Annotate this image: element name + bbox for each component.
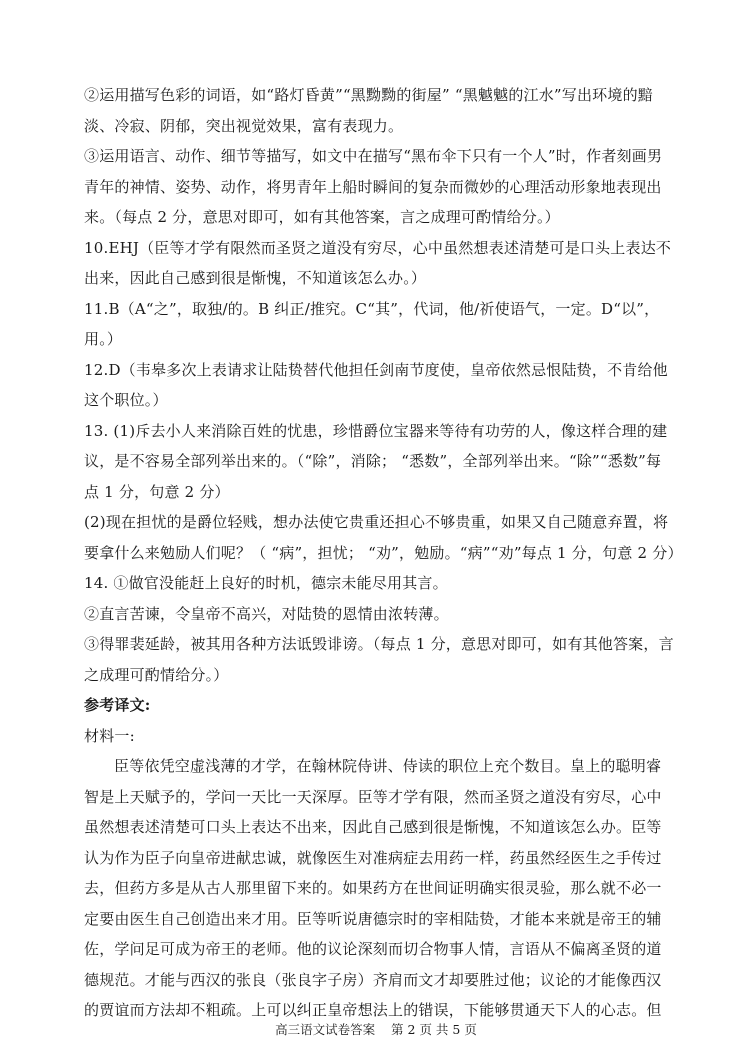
q9-point-3: ③运用语言、动作、细节等描写，如文中在描写“黑布伞下只有一个人”时，作者刻画男青年的神情、姿势、动作，将男青年上船时瞬间的复杂而微妙的心理活动形象地表现出来。（每点 2 分，意思对即可，如有其他答案，言之成理可酌情给分。） — [84, 147, 663, 226]
q10-answer: 10.EHJ（臣等才学有限然而圣贤之道没有穷尽，心中虽然想表述清楚可是口头上表达不出来，因此自己感到很是惭愧，不知道该怎么办。） — [84, 238, 672, 287]
translation-paragraph: 臣等依凭空虚浅薄的才学，在翰林院侍讲、侍读的职位上充个数目。皇上的聪明睿智是上天赋予的，学问一天比一天深厚。臣等才学有限，然而圣贤之道没有穷尽，心中虽然想表述清楚可口头上表达不出来，因此自己感到很是惭愧，不知道该怎么办。臣等认为作为臣子向皇帝进献忠诚，就像医生对准病症去用药一样，药虽然经医生之手传过去，但药方多是从古人那里留下来的。如果药方在世间证明确实很灵验，那么就不必一定要由医生自己创造出来才用。臣等听说唐德宗时的宰相陆贽，才能本来就是帝王的辅佐，学问足可成为帝王的老师。他的议论深刻而切合物事人情，言语从不偏离圣贤的道德规范。才能与西汉的张良（张良字子房）齐肩而文才却要胜过他；议论的才能像西汉的贾谊而方法却不粗疏。上可以纠正皇帝想法上的错误，下能够贯通天下人的心志。但 — [84, 757, 662, 1019]
page-footer: 高三语文试卷答案 第 2 页 共 5 页 — [275, 1022, 477, 1037]
q14-point-2: ②直言苦谏，令皇帝不高兴，对陆贽的恩情由浓转薄。 — [84, 604, 449, 623]
translation-heading: 参考译文: — [84, 696, 151, 714]
q14-point-3: ③得罪裴延龄，被其用各种方法诋毁诽谤。（每点 1 分，意思对即可，如有其他答案，言之成理可酌情给分。） — [84, 635, 674, 684]
answer-content — [84, 80, 683, 1026]
material-label: 材料一: — [84, 726, 135, 745]
q12-answer: 12.D（韦皋多次上表请求让陆贽替代他担任剑南节度使，皇帝依然忌恨陆贽，不肯给他这个职位。） — [84, 360, 668, 409]
q13-part-1: 13. (1)斥去小人来消除百姓的忧患，珍惜爵位宝器来等待有功劳的人，像这样合理的建议，是不容易全部列举出来的。（“除”，消除； “悉数”，全部列举出来。“除”“悉数”每点 1 分，句意 2 分） — [84, 421, 668, 501]
q13-part-2: (2)现在担忧的是爵位轻贱，想办法使它贵重还担心不够贵重，如果又自己随意弃置，将要拿什么来勉励人们呢？（ “病”，担忧； “劝”，勉励。“病”“劝”每点 1 分，句意 2 分） — [84, 513, 683, 562]
q9-point-2: ②运用描写色彩的词语，如“路灯昏黄”“黑黝黝的街屋” “黑魆魆的江水”写出环境的黯淡、冷寂、阴郁，突出视觉效果，富有表现力。 — [84, 86, 653, 135]
q11-answer: 11.B（A“之”，取独/的。B 纠正/推究。C“其”，代词，他/祈使语气，一定。D“以”，用。） — [84, 299, 660, 348]
q14-point-1: 14. ①做官没能赶上良好的时机，德宗未能尽用其言。 — [84, 574, 448, 592]
